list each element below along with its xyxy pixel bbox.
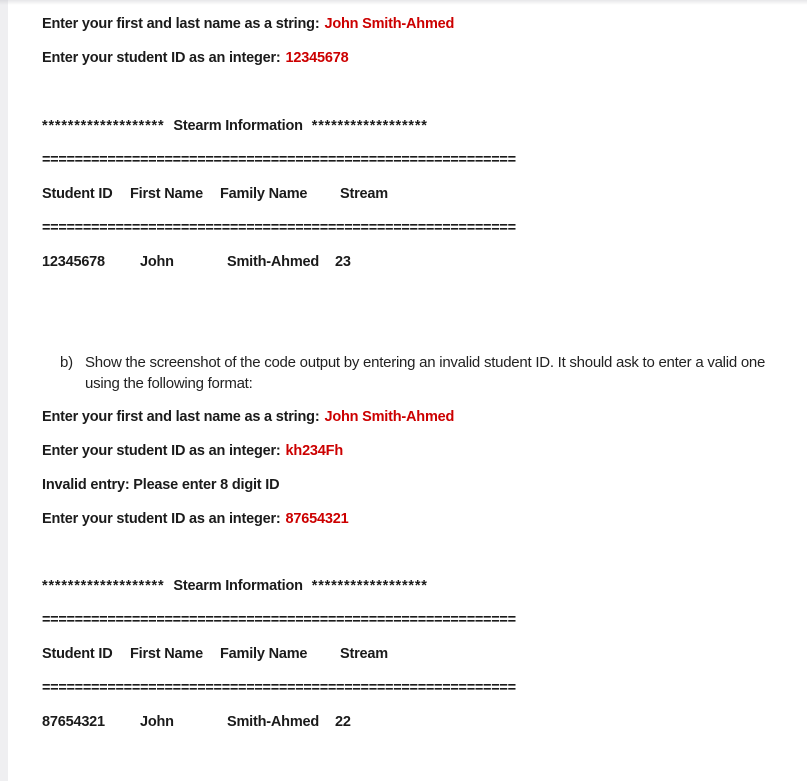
table-title: Stearm Information (173, 578, 303, 594)
cell-first-name: John (140, 714, 174, 730)
console-line (42, 509, 807, 530)
column-header-stream: Stream (340, 186, 388, 202)
stars-decoration-right: ****************** (311, 578, 428, 594)
console-line (42, 48, 807, 69)
cell-family-name: Smith-Ahmed (227, 254, 320, 270)
column-header-first-name: First Name (130, 646, 203, 662)
table-header-row (42, 184, 807, 205)
table-title-banner (42, 576, 807, 597)
column-header-student-id: Student ID (42, 186, 113, 202)
stars-decoration-left: ******************* (42, 118, 165, 134)
cell-family-name: Smith-Ahmed (227, 714, 320, 730)
question-b-text: Show the screenshot of the code output by entering an invalid student ID. It should ask to enter a valid one using the following format: (85, 354, 766, 392)
console-user-input: 87654321 (285, 511, 349, 527)
column-header-family-name: Family Name (220, 646, 308, 662)
console-line (42, 14, 807, 35)
console-prompt: Enter your student ID as an integer: (42, 511, 281, 527)
table-header-row (42, 644, 807, 665)
stars-decoration-right: ****************** (311, 118, 428, 134)
table-separator: ========================================================== (42, 152, 516, 168)
console-line (42, 441, 807, 462)
table-separator: ========================================================== (42, 612, 516, 628)
cell-stream: 22 (335, 714, 351, 730)
cell-first-name: John (140, 254, 174, 270)
column-header-first-name: First Name (130, 186, 203, 202)
question-b-label: b) (60, 354, 73, 371)
table-row (42, 712, 807, 733)
column-header-stream: Stream (340, 646, 388, 662)
table-title: Stearm Information (173, 118, 303, 134)
column-header-student-id: Student ID (42, 646, 113, 662)
console-user-input: John Smith-Ahmed (324, 409, 455, 425)
console-line (42, 407, 807, 428)
console-user-input: John Smith-Ahmed (324, 16, 455, 32)
table-separator: ========================================================== (42, 680, 516, 696)
column-header-family-name: Family Name (220, 186, 308, 202)
question-b (60, 352, 807, 394)
console-error-message: Invalid entry: Please enter 8 digit ID (42, 477, 280, 493)
console-prompt: Enter your first and last name as a string: (42, 409, 320, 425)
table-title-banner (42, 116, 807, 137)
stars-decoration-left: ******************* (42, 578, 165, 594)
console-line-invalid-entry (42, 475, 807, 496)
console-user-input: 12345678 (285, 50, 349, 66)
cell-stream: 23 (335, 254, 351, 270)
console-prompt: Enter your first and last name as a string: (42, 16, 320, 32)
cell-student-id: 87654321 (42, 714, 105, 730)
console-user-input: kh234Fh (285, 443, 343, 459)
cell-student-id: 12345678 (42, 254, 105, 270)
table-row (42, 252, 807, 273)
console-prompt: Enter your student ID as an integer: (42, 50, 281, 66)
table-separator: ========================================================== (42, 220, 516, 236)
console-prompt: Enter your student ID as an integer: (42, 443, 281, 459)
